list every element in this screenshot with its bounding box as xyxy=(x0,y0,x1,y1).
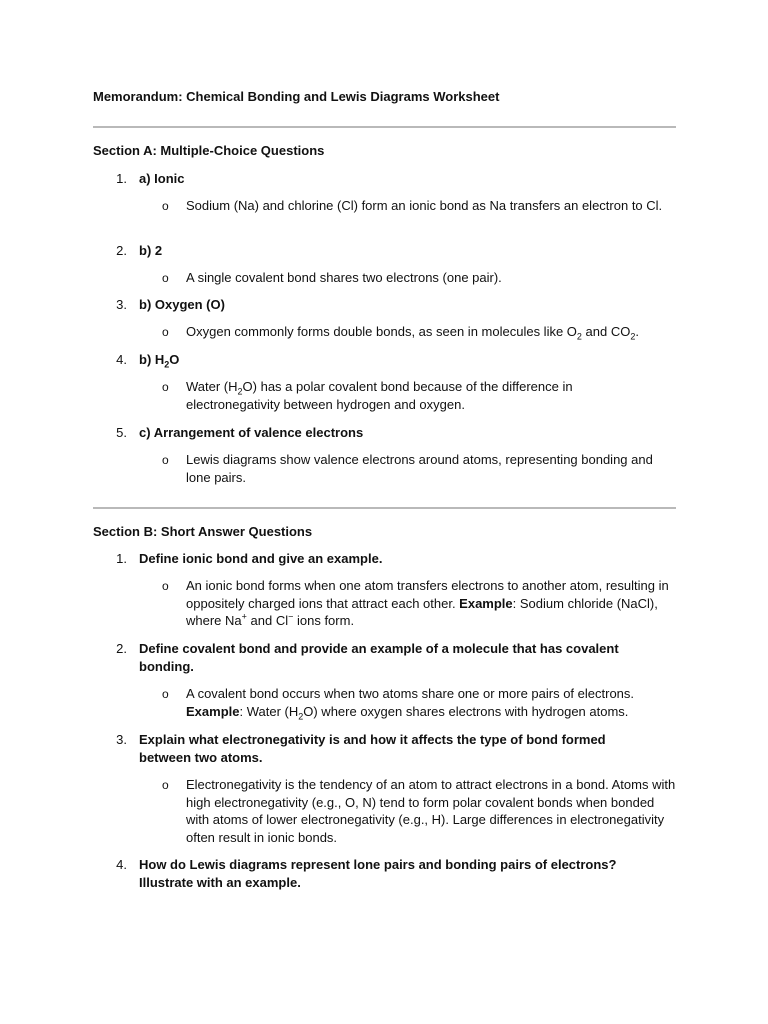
example-label: Example xyxy=(459,595,513,611)
text: O) where oxygen shares electrons with hydrogen atoms. xyxy=(303,703,629,719)
answer-choice: a) Ionic xyxy=(139,171,185,186)
answer-explanation: Lewis diagrams show valence electrons around atoms, representing bonding and lone pairs. xyxy=(186,452,653,485)
list-number: 4. xyxy=(116,857,127,872)
list-number: 1. xyxy=(116,171,127,186)
answer-choice: b) 2 xyxy=(139,243,163,258)
question: Define ionic bond and give an example. xyxy=(139,551,383,566)
example-label: Example xyxy=(186,703,240,719)
list-number: 2. xyxy=(116,243,127,258)
bullet-marker: o xyxy=(162,325,169,339)
bullet-marker: o xyxy=(162,453,169,467)
divider xyxy=(93,126,676,128)
list-number: 4. xyxy=(116,352,127,367)
bullet-marker: o xyxy=(162,199,169,213)
text: A covalent bond occurs when two atoms share one or more pairs of electrons. xyxy=(186,686,635,701)
text: Oxygen commonly forms double bonds, as seen in molecules like O xyxy=(186,324,577,339)
question: Define covalent bond and provide an example of a molecule that has covalent bonding. xyxy=(139,641,619,674)
text: : Sodium chloride (NaCl), where Na xyxy=(186,595,658,628)
bullet-marker: o xyxy=(162,778,169,792)
answer-explanation xyxy=(186,685,671,720)
text: and Cl xyxy=(246,613,289,628)
text: . xyxy=(635,324,639,339)
answer-explanation xyxy=(186,378,616,413)
answer-explanation: Electronegativity is the tendency of an atom to attract electrons in a bond. Atoms with high electronegativity (e.g., O, N) tend to form polar covalent bonds when bonded with atoms of lower electronegativity (e.g., H). Large differences in electronegativity often result in ionic bonds. xyxy=(186,777,676,845)
text: O) has a polar covalent bond because of the difference in electronegativity between hydrogen and oxygen. xyxy=(186,379,573,412)
answer-explanation xyxy=(186,577,676,630)
text: b) H xyxy=(139,352,165,367)
section-a-heading: Section A: Multiple-Choice Questions xyxy=(93,143,325,158)
list-number: 1. xyxy=(116,551,127,566)
subscript: 2 xyxy=(298,711,304,722)
document-title: Memorandum: Chemical Bonding and Lewis Diagrams Worksheet xyxy=(93,89,500,104)
answer-explanation: Sodium (Na) and chlorine (Cl) form an ionic bond as Na transfers an electron to Cl. xyxy=(186,198,663,213)
subscript: 2 xyxy=(237,386,243,397)
answer-choice: b) Oxygen (O) xyxy=(139,297,225,312)
subscript: 2 xyxy=(164,359,170,370)
list-number: 3. xyxy=(116,297,127,312)
text: ions form. xyxy=(293,613,355,628)
section-b-heading: Section B: Short Answer Questions xyxy=(93,524,313,539)
question: How do Lewis diagrams represent lone pairs and bonding pairs of electrons? Illustrate with an example. xyxy=(139,857,617,890)
subscript: 2 xyxy=(576,331,582,342)
text: : Water (H xyxy=(239,703,299,719)
bullet-marker: o xyxy=(162,271,169,285)
divider xyxy=(93,507,676,509)
answer-choice xyxy=(139,351,659,369)
text: and CO xyxy=(581,324,631,339)
list-number: 5. xyxy=(116,425,127,440)
subscript: 2 xyxy=(630,331,636,342)
answer-choice: c) Arrangement of valence electrons xyxy=(139,425,364,440)
bullet-marker: o xyxy=(162,687,169,701)
answer-explanation: A single covalent bond shares two electrons (one pair). xyxy=(186,270,502,285)
bullet-marker: o xyxy=(162,380,169,394)
answer-explanation xyxy=(186,323,676,341)
superscript: + xyxy=(241,611,247,622)
list-number: 2. xyxy=(116,641,127,656)
text: O xyxy=(169,352,180,367)
superscript: − xyxy=(288,611,294,622)
bullet-marker: o xyxy=(162,579,169,593)
question: Explain what electronegativity is and how it affects the type of bond formed between two atoms. xyxy=(139,732,606,765)
text: An ionic bond forms when one atom transfers electrons to another atom, resulting in oppositely charged ions that attract each other. xyxy=(186,578,669,611)
text: Water (H xyxy=(186,379,238,394)
list-number: 3. xyxy=(116,732,127,747)
